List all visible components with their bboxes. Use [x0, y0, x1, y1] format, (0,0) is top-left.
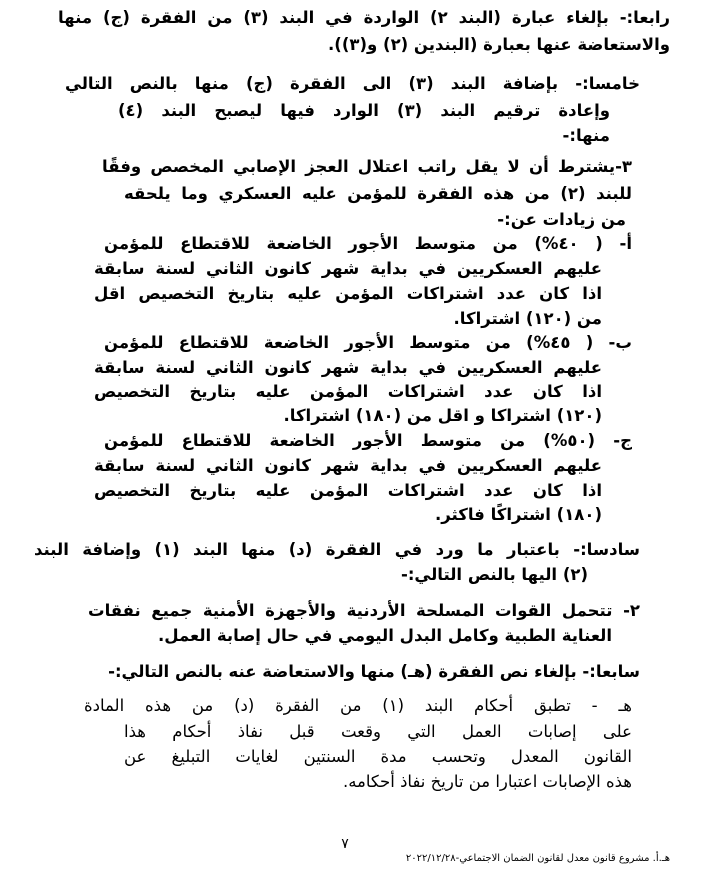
clause2-line-1: ٢- تتحمل القوات المسلحة الأردنية والأجهزة الأمنية جميع نفقات [88, 601, 640, 620]
sabian-line-1: سابعا:- بإلغاء نص الفقرة (هـ) منها والاستعاضة عنه بالنص التالي:- [108, 662, 640, 681]
item-b-line-2: عليهم العسكريين في بداية شهر كانون الثاني لسنة سابقة [94, 358, 602, 377]
item-b-line-1: ب- ( ٤٥%) من متوسط الأجور الخاضعة للاقتطاع للمؤمن [104, 333, 632, 352]
item-a-line-4: من (١٢٠) اشتراكا. [453, 309, 602, 328]
sadisan-line-1: سادسا:- باعتبار ما ورد في الفقرة (د) منها البند (١) وإضافة البند [34, 540, 640, 559]
item-h-line-3: القانون المعدل وتحسب مدة السنتين لغايات التبليغ عن [124, 747, 632, 766]
khamisan-line-1: خامسا:- بإضافة البند (٣) الى الفقرة (ج) منها بالنص التالي [65, 74, 640, 93]
item-b-line-4: (١٢٠) اشتراكا و اقل من (١٨٠) اشتراكا. [283, 406, 602, 425]
khamisan-line-2: وإعادة ترقيم البند (٣) الوارد فيها ليصبح البند (٤) [118, 101, 610, 120]
page-number: ٧ [341, 836, 349, 852]
rabian-line-2: والاستعاضة عنها بعبارة (البندين (٢) و(٣)). [328, 35, 670, 54]
item-a-line-3: اذا كان عدد اشتراكات المؤمن عليه بتاريخ التخصيص اقل [94, 284, 602, 303]
item-a-line-2: عليهم العسكريين في بداية شهر كانون الثاني لسنة سابقة [94, 259, 602, 278]
item-h-line-4: هذه الإصابات اعتبارا من تاريخ نفاذ أحكامه. [342, 772, 632, 791]
item-c-line-1: ج- (٥٠%) من متوسط الأجور الخاضعة للاقتطاع للمؤمن [104, 431, 632, 450]
item-a-line-1: أ- ( ٤٠%) من متوسط الأجور الخاضعة للاقتطاع للمؤمن [104, 234, 632, 253]
item-c-line-4: (١٨٠) اشتراكًا فاكثر. [435, 505, 602, 524]
footer-note: هـ.أ. مشروع قانون معدل لقانون الضمان الاجتماعي-٢٠٢٢/١٢/٢٨ [405, 853, 670, 864]
khamisan-line-3: منها:- [562, 126, 610, 145]
item-b-line-3: اذا كان عدد اشتراكات المؤمن عليه بتاريخ التخصيص [94, 382, 602, 401]
clause2-line-2: العناية الطبية وكامل البدل اليومي في حال إصابة العمل. [157, 626, 612, 645]
clause3-line-3: من زيادات عن:- [497, 210, 626, 229]
item-h-line-2: على إصابات العمل التي وقعت قبل نفاذ أحكام هذا [124, 722, 632, 741]
clause3-line-1: ٣-يشترط أن لا يقل راتب اعتلال العجز الإصابي المخصص وفقًا [102, 157, 632, 176]
rabian-line-1: رابعا:- بإلغاء عبارة (البند ٢) الواردة في البند (٣) من الفقرة (ج) منها [58, 8, 670, 27]
sadisan-line-2: (٢) اليها بالنص التالي:- [400, 565, 588, 584]
clause3-line-2: للبند (٢) من هذه الفقرة للمؤمن عليه العسكري وما يلحقه [124, 184, 632, 203]
item-c-line-3: اذا كان عدد اشتراكات المؤمن عليه بتاريخ التخصيص [94, 481, 602, 500]
item-h-line-1: هـ - تطبق أحكام البند (١) من الفقرة (د) من هذه المادة [84, 696, 632, 715]
item-c-line-2: عليهم العسكريين في بداية شهر كانون الثاني لسنة سابقة [94, 456, 602, 475]
